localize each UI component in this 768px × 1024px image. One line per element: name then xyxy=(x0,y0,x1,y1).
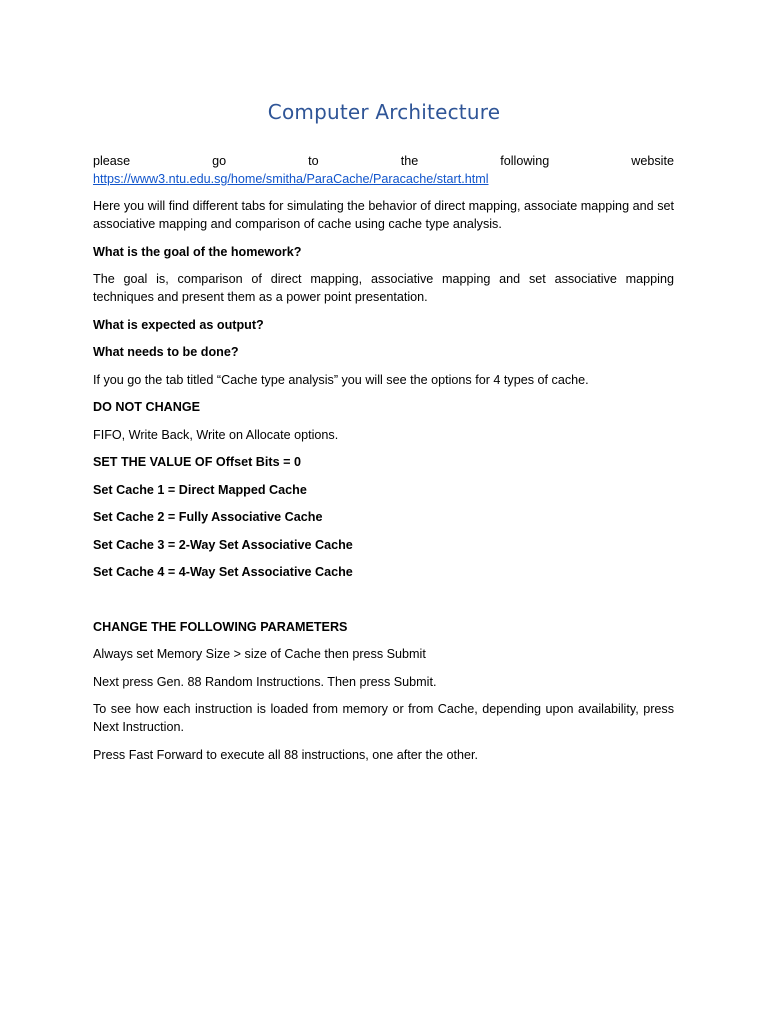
intro-word: website xyxy=(631,154,674,168)
gen-instructions-paragraph: Next press Gen. 88 Random Instructions. Then press Submit. xyxy=(93,674,437,689)
paracache-link[interactable]: https://www3.ntu.edu.sg/home/smitha/ParaCache/Paracache/start.html xyxy=(93,172,489,186)
intro-word: go xyxy=(212,154,227,168)
next-instruction-paragraph: To see how each instruction is loaded from memory or from Cache, depending upon availability, press Next Instruction. xyxy=(93,702,674,734)
do-not-change-heading: DO NOT CHANGE xyxy=(93,400,201,414)
cache-2-line: Set Cache 2 = Fully Associative Cache xyxy=(93,510,323,524)
needs-heading: What needs to be done? xyxy=(93,345,239,359)
intro-word: please xyxy=(93,154,131,168)
tab-paragraph: If you go the tab titled “Cache type analysis” you will see the options for 4 types of cache. xyxy=(93,372,589,387)
document-body xyxy=(93,152,674,773)
fifo-paragraph: FIFO, Write Back, Write on Allocate options. xyxy=(93,427,339,442)
cache-3-line: Set Cache 3 = 2-Way Set Associative Cache xyxy=(93,537,353,552)
intro-line xyxy=(93,152,674,170)
intro-word: following xyxy=(500,154,550,168)
goal-heading: What is the goal of the homework? xyxy=(93,244,302,259)
tabs-paragraph: Here you will find different tabs for simulating the behavior of direct mapping, associate mapping and set associative mapping and comparison of cache using cache type analysis. xyxy=(93,199,674,231)
goal-paragraph: The goal is, comparison of direct mapping, associative mapping and set associative mapping techniques and present them as a power point presentation. xyxy=(93,272,674,304)
intro-paragraph xyxy=(93,152,674,188)
fast-forward-paragraph: Press Fast Forward to execute all 88 instructions, one after the other. xyxy=(93,747,479,762)
intro-word: to xyxy=(308,154,319,168)
intro-word: the xyxy=(400,154,419,168)
output-heading: What is expected as output? xyxy=(93,317,264,332)
cache-1-line: Set Cache 1 = Direct Mapped Cache xyxy=(93,482,307,497)
change-parameters-heading: CHANGE THE FOLLOWING PARAMETERS xyxy=(93,619,348,634)
document-title: Computer Architecture xyxy=(267,100,501,124)
offset-bits-heading: SET THE VALUE OF Offset Bits = 0 xyxy=(93,455,301,469)
blank-line xyxy=(93,591,674,618)
memory-size-paragraph: Always set Memory Size > size of Cache then press Submit xyxy=(93,647,426,661)
cache-4-line: Set Cache 4 = 4-Way Set Associative Cache xyxy=(93,565,353,579)
